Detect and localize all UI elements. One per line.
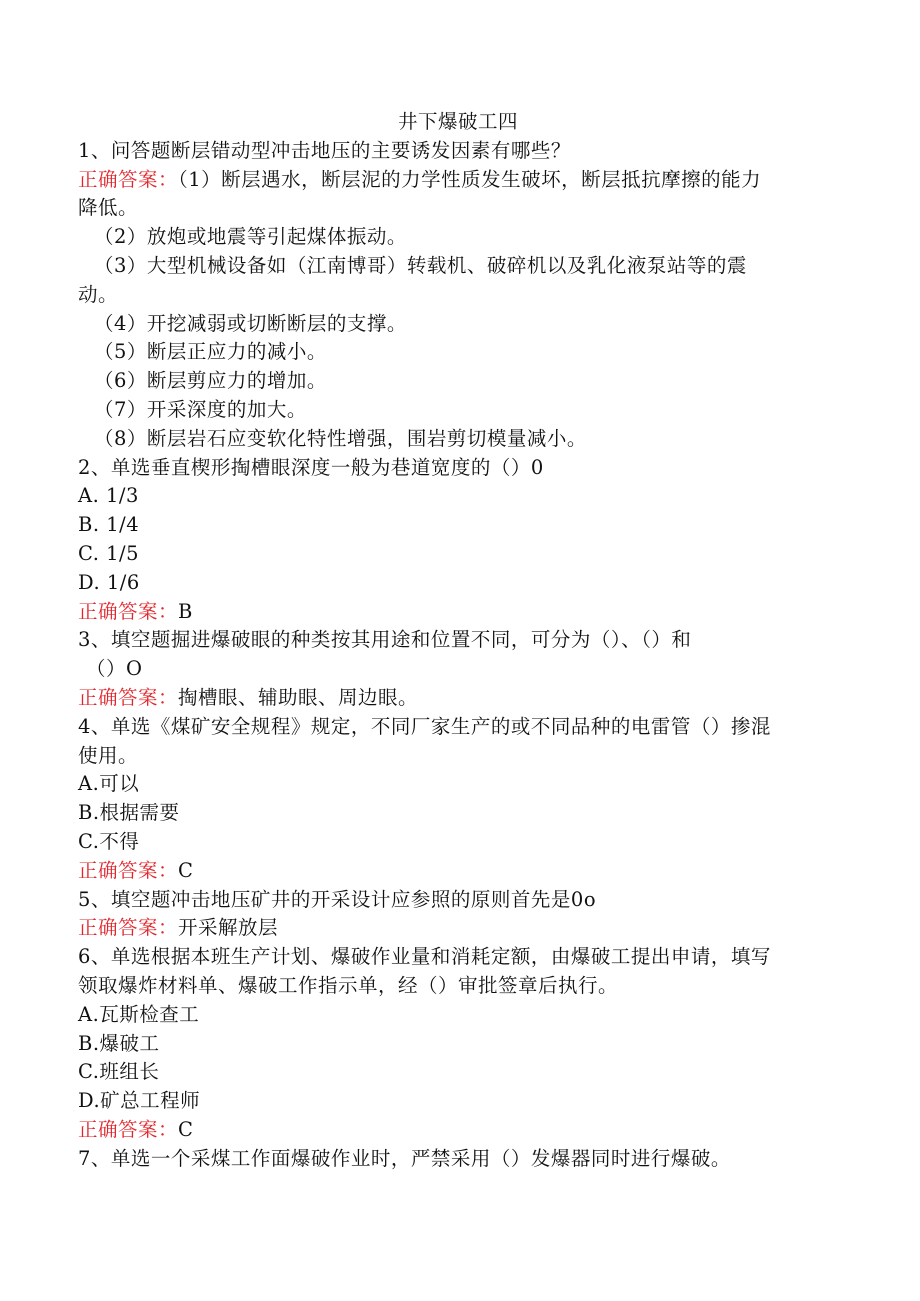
question-6-continued: 领取爆炸材料单、爆破工作指示单，经（）审批签章后执行。 — [78, 973, 619, 997]
answer-1-text: （1）断层遇水，断层泥的力学性质发生破坏，断层抵抗摩擦的能力 — [178, 167, 762, 191]
option-b: B.爆破工 — [78, 1031, 160, 1055]
answer-6 — [78, 1116, 838, 1145]
answer-4-text: C — [178, 858, 194, 882]
option-a: A.瓦斯检查工 — [78, 1002, 200, 1026]
question-1: 1、问答题断层错动型冲击地压的主要诱发因素有哪些？ — [78, 138, 571, 162]
answer-3-text: 掏槽眼、辅助眼、周边眼。 — [178, 685, 419, 709]
answer-1-point: （7）开采深度的加大。 — [94, 397, 307, 421]
answer-1-point: （4）开挖减弱或切断断层的支撑。 — [94, 311, 407, 335]
answer-3 — [78, 684, 838, 713]
answer-1-continued: 降低。 — [78, 196, 139, 220]
question-7: 7、单选一个采煤工作面爆破作业时，严禁采用（）发爆器同时进行爆破。 — [78, 1146, 731, 1170]
answer-2 — [78, 598, 838, 627]
answer-label: 正确答案： — [78, 685, 179, 709]
answer-label: 正确答案： — [78, 916, 179, 940]
question-4: 4、单选《煤矿安全规程》规定，不同厂家生产的或不同品种的电雷管（）掺混 — [78, 714, 771, 738]
option-a: A.可以 — [78, 772, 140, 796]
answer-1-point: （5）断层正应力的减小。 — [94, 340, 327, 364]
option-b: B.根据需要 — [78, 801, 180, 825]
answer-1-point: （3）大型机械设备如（江南博哥）转载机、破碎机以及乳化液泵站等的震 — [94, 253, 747, 277]
answer-4 — [78, 857, 838, 886]
question-6: 6、单选根据本班生产计划、爆破作业量和消耗定额，由爆破工提出申请，填写 — [78, 945, 771, 969]
question-2: 2、单选垂直楔形掏槽眼深度一般为巷道宽度的（）0 — [78, 455, 544, 479]
answer-label: 正确答案： — [78, 1117, 179, 1141]
answer-1-point: （6）断层剪应力的增加。 — [94, 369, 327, 393]
option-a: A. 1/3 — [78, 484, 139, 508]
answer-2-text: B — [178, 599, 193, 623]
answer-5-text: 开采解放层 — [178, 916, 279, 940]
option-c: C.不得 — [78, 829, 140, 853]
question-3: 3、填空题掘进爆破眼的种类按其用途和位置不同，可分为（）、（）和 — [78, 628, 692, 652]
answer-1-point: （2）放炮或地震等引起煤体振动。 — [94, 225, 407, 249]
question-4-continued: 使用。 — [78, 743, 139, 767]
answer-1-point-continued: 动。 — [78, 282, 119, 306]
answer-label: 正确答案： — [78, 599, 179, 623]
question-3-continued: （）O — [86, 657, 143, 681]
answer-6-text: C — [178, 1117, 194, 1141]
answer-label: 正确答案： — [78, 858, 179, 882]
answer-label: 正确答案： — [78, 167, 179, 191]
answer-5 — [78, 914, 838, 943]
document-page — [78, 108, 838, 1173]
option-c: C. 1/5 — [78, 541, 140, 565]
option-b: B. 1/4 — [78, 513, 140, 537]
option-d: D. 1/6 — [78, 570, 140, 594]
option-c: C.班组长 — [78, 1060, 160, 1084]
document-title: 井下爆破工四 — [397, 110, 518, 133]
option-d: D.矿总工程师 — [78, 1089, 201, 1113]
answer-1-point: （8）断层岩石应变软化特性增强，围岩剪切模量减小。 — [94, 426, 587, 450]
question-5: 5、填空题冲击地压矿井的开采设计应参照的原则首先是0o — [78, 887, 597, 911]
answer-1 — [78, 166, 838, 195]
